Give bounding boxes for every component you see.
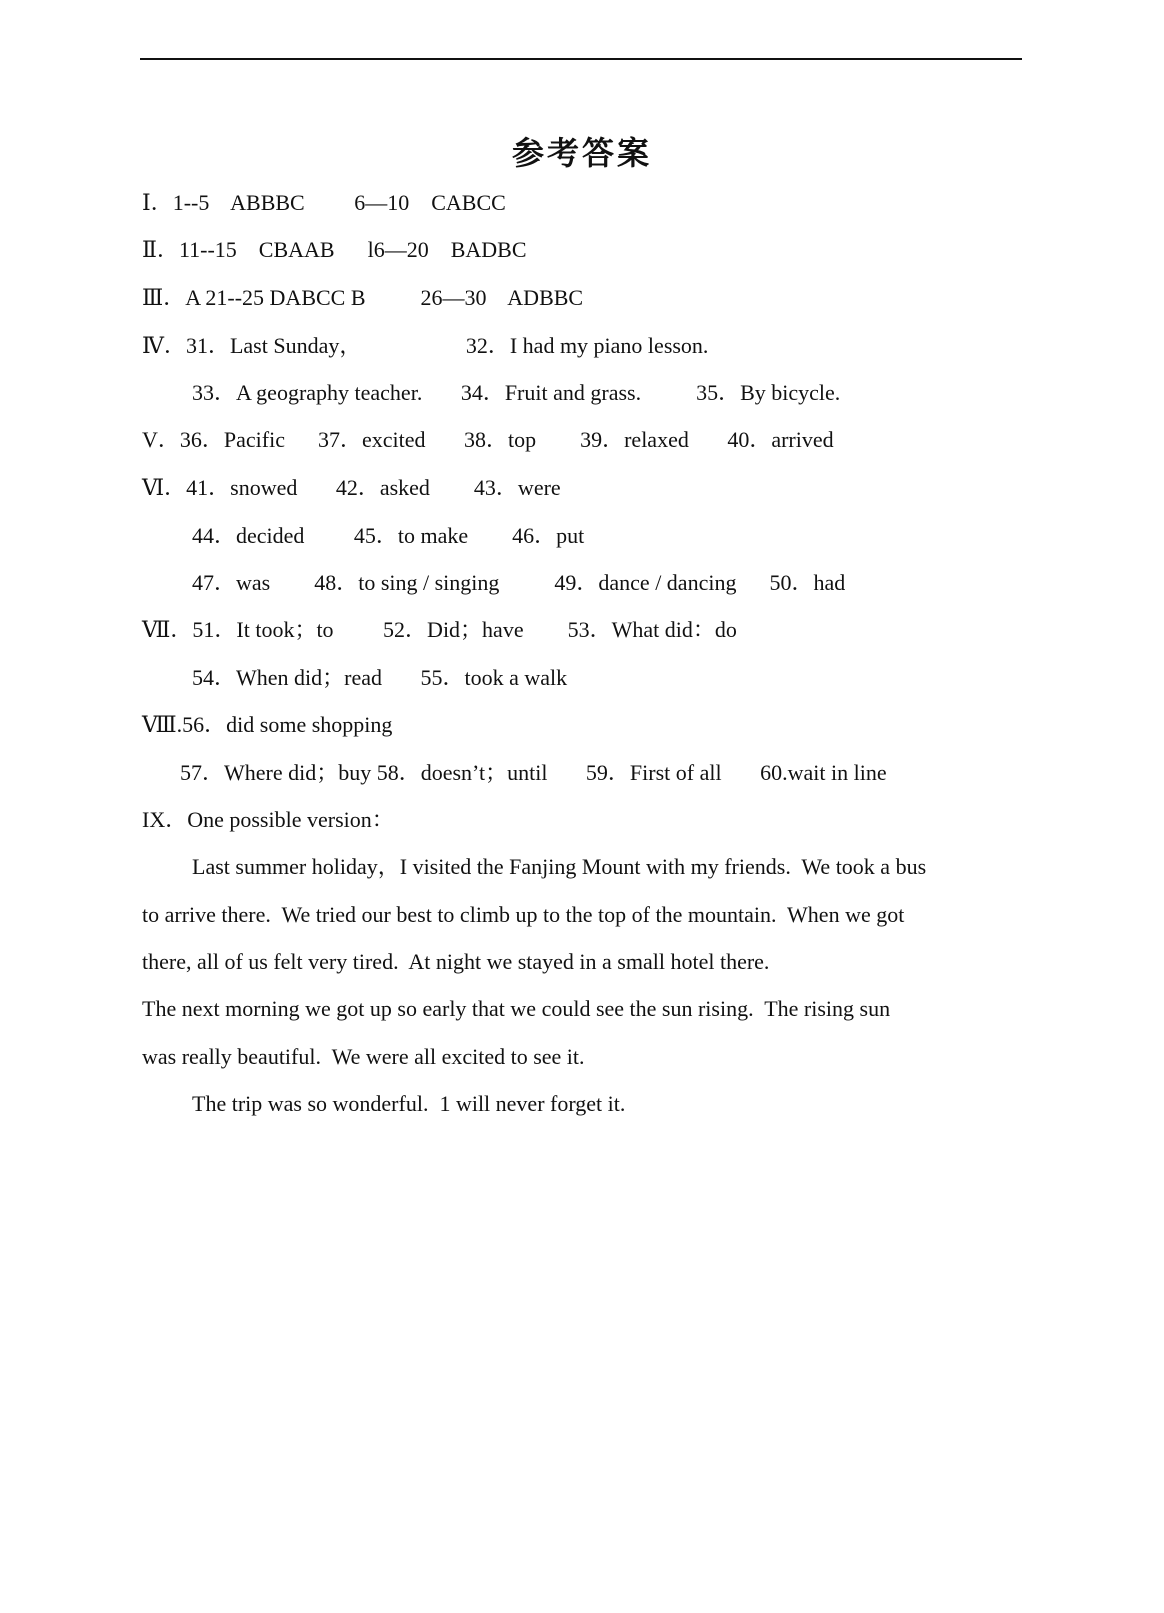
essay-line-3: there, all of us felt very tired. At night we stayed in a small hotel there.	[142, 949, 770, 974]
answer-line-11: 54．When did；read 55．took a walk	[192, 665, 568, 690]
page-title: 参考答案	[511, 134, 652, 172]
answer-line-14: IX．One possible version：	[142, 807, 394, 832]
essay-line-2: to arrive there. We tried our best to climb up to the top of the mountain. When we got	[142, 902, 905, 927]
answer-line-6: V．36．Pacific 37．excited 38．top 39．relaxed 40．arrived	[142, 427, 834, 452]
answer-line-13: 57．Where did；buy 58．doesn’t；until 59．First of all 60.wait in line	[180, 760, 887, 785]
answer-line-12: Ⅷ.56．did some shopping	[142, 712, 393, 737]
answer-line-7: Ⅵ．41．snowed 42．asked 43．were	[142, 475, 561, 500]
essay-line-6: The trip was so wonderful. 1 will never forget it.	[192, 1091, 626, 1116]
essay-line-5: was really beautiful. We were all excited to see it.	[142, 1044, 585, 1069]
essay-line-4: The next morning we got up so early that we could see the sun rising. The rising sun	[142, 996, 891, 1021]
answer-line-1: Ⅰ．1--5 ABBBC 6—10 CABCC	[142, 190, 506, 215]
answer-line-3: Ⅲ．A 21--25 DABCC B 26—30 ADBBC	[142, 285, 584, 310]
answer-line-2: Ⅱ．11--15 CBAAB l6—20 BADBC	[142, 237, 527, 262]
answer-line-10: Ⅶ．51．It took；to 52．Did；have 53．What did：do	[142, 617, 737, 642]
essay-line-1: Last summer holiday，I visited the Fanjing Mount with my friends. We took a bus	[192, 854, 927, 879]
answer-line-9: 47．was 48．to sing / singing 49．dance / dancing 50．had	[192, 570, 846, 595]
answer-line-4: Ⅳ．31．Last Sunday， 32．I had my piano lesson.	[142, 333, 709, 358]
answer-line-5: 33．A geography teacher. 34．Fruit and grass. 35．By bicycle.	[192, 380, 841, 405]
header-rule	[140, 58, 1022, 60]
answer-line-8: 44．decided 45．to make 46．put	[192, 523, 585, 548]
